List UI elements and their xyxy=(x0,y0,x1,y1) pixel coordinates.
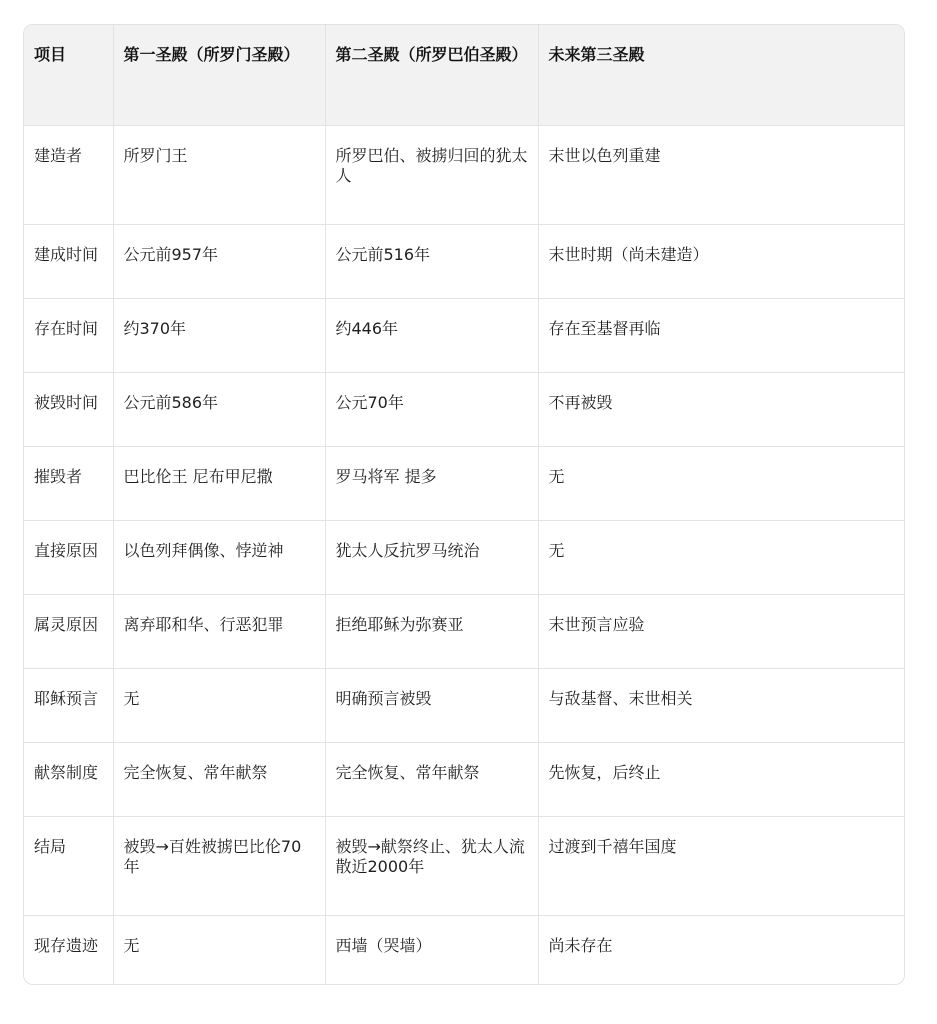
cell-second-temple: 西墙（哭墙） xyxy=(325,915,538,985)
cell-first-temple: 无 xyxy=(113,915,325,985)
cell-first-temple: 以色列拜偶像、悖逆神 xyxy=(113,520,325,594)
table-row xyxy=(24,298,904,372)
cell-first-temple: 公元前957年 xyxy=(113,224,325,298)
row-label: 耶稣预言 xyxy=(24,668,113,742)
cell-third-temple: 末世预言应验 xyxy=(538,594,904,668)
cell-first-temple: 约370年 xyxy=(113,298,325,372)
cell-second-temple: 罗马将军 提多 xyxy=(325,446,538,520)
cell-first-temple: 公元前586年 xyxy=(113,372,325,446)
cell-third-temple: 与敌基督、末世相关 xyxy=(538,668,904,742)
header-item: 项目 xyxy=(24,25,113,125)
table-row xyxy=(24,668,904,742)
row-label: 建成时间 xyxy=(24,224,113,298)
cell-second-temple: 明确预言被毁 xyxy=(325,668,538,742)
cell-second-temple: 犹太人反抗罗马统治 xyxy=(325,520,538,594)
cell-first-temple: 无 xyxy=(113,668,325,742)
row-label: 结局 xyxy=(24,816,113,915)
header-second-temple: 第二圣殿（所罗巴伯圣殿） xyxy=(325,25,538,125)
header-first-temple: 第一圣殿（所罗门圣殿） xyxy=(113,25,325,125)
cell-third-temple: 无 xyxy=(538,520,904,594)
table-header-row xyxy=(24,25,904,125)
row-label: 直接原因 xyxy=(24,520,113,594)
cell-third-temple: 无 xyxy=(538,446,904,520)
temple-comparison-table xyxy=(24,25,904,985)
row-label: 现存遗迹 xyxy=(24,915,113,985)
cell-first-temple: 巴比伦王 尼布甲尼撒 xyxy=(113,446,325,520)
cell-second-temple: 约446年 xyxy=(325,298,538,372)
cell-second-temple: 完全恢复、常年献祭 xyxy=(325,742,538,816)
cell-third-temple: 末世时期（尚未建造） xyxy=(538,224,904,298)
header-third-temple: 未来第三圣殿 xyxy=(538,25,904,125)
row-label: 献祭制度 xyxy=(24,742,113,816)
cell-third-temple: 尚未存在 xyxy=(548,935,613,955)
cell-third-temple: 存在至基督再临 xyxy=(538,298,904,372)
table-row xyxy=(24,372,904,446)
table-row xyxy=(24,915,904,985)
cell-first-temple: 完全恢复、常年献祭 xyxy=(113,742,325,816)
cell-third-temple: 先恢复，后终止 xyxy=(538,742,904,816)
row-label: 被毁时间 xyxy=(24,372,113,446)
row-label: 存在时间 xyxy=(24,298,113,372)
cell-first-temple: 被毁→百姓被掳巴比伦70年 xyxy=(113,816,325,915)
cell-second-temple: 拒绝耶稣为弥赛亚 xyxy=(325,594,538,668)
cell-second-temple: 公元70年 xyxy=(325,372,538,446)
table-row xyxy=(24,520,904,594)
row-label: 建造者 xyxy=(24,125,113,224)
cell-first-temple: 所罗门王 xyxy=(113,125,325,224)
comparison-table-container xyxy=(23,24,905,985)
cell-second-temple: 公元前516年 xyxy=(325,224,538,298)
cell-second-temple: 所罗巴伯、被掳归回的犹太人 xyxy=(325,125,538,224)
table-row xyxy=(24,594,904,668)
cell-first-temple: 离弃耶和华、行恶犯罪 xyxy=(113,594,325,668)
table-row xyxy=(24,125,904,224)
cell-third-temple: 过渡到千禧年国度 xyxy=(538,816,904,915)
table-row xyxy=(24,816,904,915)
row-label: 属灵原因 xyxy=(24,594,113,668)
cell-second-temple: 被毁→献祭终止、犹太人流散近2000年 xyxy=(325,816,538,915)
table-row xyxy=(24,742,904,816)
row-label: 摧毁者 xyxy=(24,446,113,520)
table-row xyxy=(24,446,904,520)
cell-third-temple: 末世以色列重建 xyxy=(538,125,904,224)
table-row xyxy=(24,224,904,298)
cell-third-temple: 不再被毁 xyxy=(538,372,904,446)
